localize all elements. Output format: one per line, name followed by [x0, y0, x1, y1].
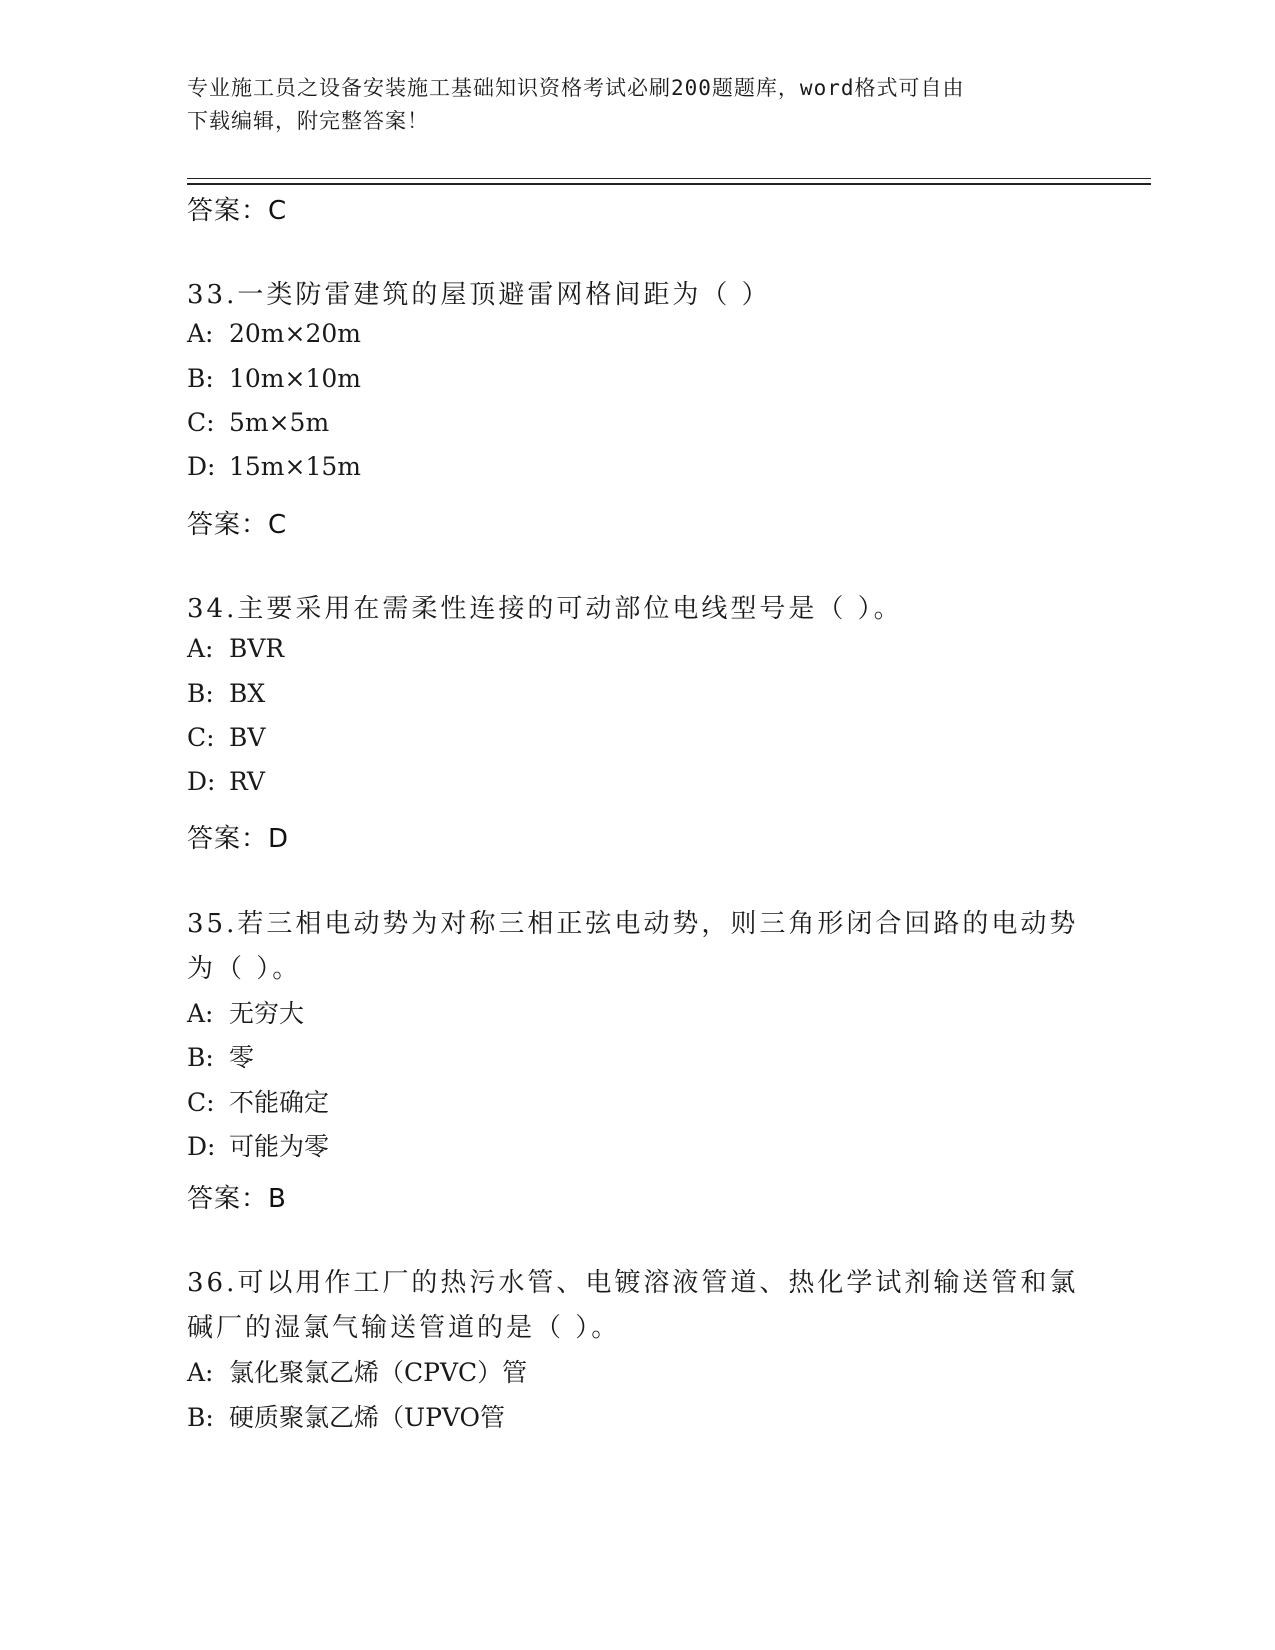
option-key: D: — [187, 1132, 216, 1161]
question-34-stem: 34.主要采用在需柔性连接的可动部位电线型号是（ ）。 — [187, 594, 903, 624]
question-33-option-c — [187, 408, 329, 437]
option-key: D: — [187, 767, 216, 796]
header-divider-thick — [187, 183, 1151, 185]
option-key: B: — [187, 364, 214, 393]
question-33-stem: 33.一类防雷建筑的屋顶避雷网格间距为（ ） — [187, 280, 771, 310]
answer-34: 答案：D — [187, 824, 290, 854]
option-key: C: — [187, 723, 215, 752]
option-text: 硬质聚氯乙烯（UPVO管 — [229, 1403, 506, 1432]
option-key: C: — [187, 1088, 215, 1117]
answer-33: 答案：C — [187, 510, 288, 540]
option-text: 无穷大 — [229, 999, 305, 1028]
question-34-option-a — [187, 634, 284, 663]
option-key: B: — [187, 1403, 214, 1432]
question-36-option-a — [187, 1353, 527, 1389]
question-34-option-c — [187, 723, 265, 752]
question-35-option-a — [187, 994, 304, 1030]
option-text: 20m×20m — [229, 319, 361, 348]
option-text: BX — [229, 679, 266, 708]
option-key: A: — [187, 634, 214, 663]
answer-35: 答案：B — [187, 1184, 287, 1214]
header-line-1: 专业施工员之设备安装施工基础知识资格考试必刷200题题库，word格式可自由 — [187, 76, 965, 100]
question-34-option-b — [187, 679, 265, 708]
option-text: 零 — [229, 1043, 255, 1072]
question-36-stem-cont: 碱厂的湿氯气输送管道的是（ ）。 — [187, 1313, 621, 1343]
document-header — [187, 72, 1087, 138]
answer-32: 答案：C — [187, 196, 288, 226]
option-key: A: — [187, 1358, 214, 1387]
header-divider — [187, 178, 1151, 179]
option-text: 氯化聚氯乙烯（CPVC）管 — [229, 1358, 528, 1387]
option-key: B: — [187, 679, 214, 708]
question-36-stem: 36.可以用作工厂的热污水管、电镀溶液管道、热化学试剂输送管和氯 — [187, 1268, 1079, 1298]
question-35-stem: 35.若三相电动势为对称三相正弦电动势，则三角形闭合回路的电动势 — [187, 909, 1079, 939]
question-33-option-d — [187, 452, 361, 481]
question-35-option-b — [187, 1038, 254, 1074]
option-text: 可能为零 — [229, 1132, 330, 1161]
option-key: A: — [187, 999, 214, 1028]
option-text: 10m×10m — [229, 364, 361, 393]
question-33-option-a — [187, 319, 361, 348]
question-36-option-b — [187, 1398, 505, 1434]
option-key: A: — [187, 319, 214, 348]
question-35-option-c — [187, 1083, 329, 1119]
option-text: BV — [229, 723, 266, 752]
question-34-option-d — [187, 767, 265, 796]
question-33-option-b — [187, 364, 361, 393]
option-text: 不能确定 — [229, 1088, 330, 1117]
option-text: 5m×5m — [229, 408, 330, 437]
option-key: C: — [187, 408, 215, 437]
option-text: RV — [229, 767, 265, 796]
option-key: D: — [187, 452, 216, 481]
option-text: BVR — [229, 634, 285, 663]
question-35-option-d — [187, 1127, 329, 1163]
question-35-stem-cont: 为（ ）。 — [187, 954, 302, 984]
option-text: 15m×15m — [229, 452, 361, 481]
header-line-2: 下载编辑，附完整答案！ — [187, 109, 429, 133]
option-key: B: — [187, 1043, 214, 1072]
